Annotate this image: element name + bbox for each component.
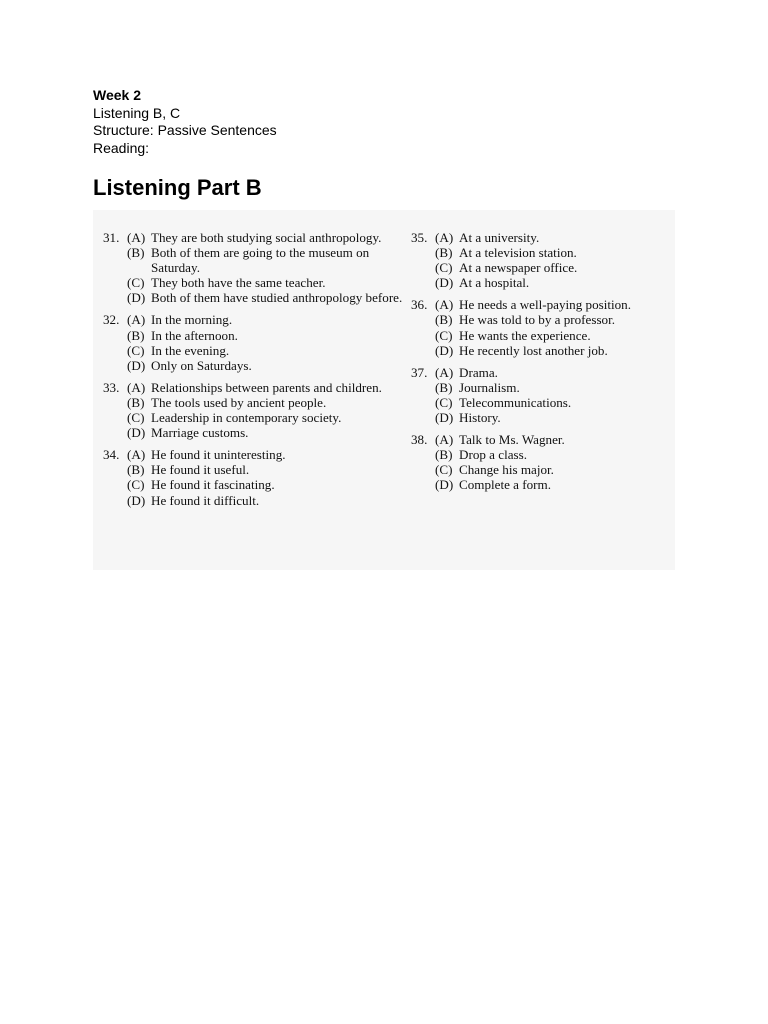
option-letter: (D)	[127, 492, 146, 508]
answer-option	[411, 447, 671, 462]
option-text: In the afternoon.	[151, 327, 238, 343]
question-31	[103, 230, 403, 305]
document-header	[93, 87, 277, 157]
question-37	[411, 365, 671, 425]
option-text: At a university.	[459, 230, 540, 245]
question-36	[411, 297, 671, 357]
question-number-spacer	[411, 395, 435, 410]
answer-option	[103, 343, 403, 358]
answer-option	[103, 328, 403, 343]
option-letter: (A)	[127, 379, 146, 395]
option-letter: (C)	[127, 410, 145, 426]
answer-option	[103, 312, 403, 327]
question-number-spacer	[411, 328, 435, 343]
option-text: He recently lost another job.	[459, 342, 608, 358]
answer-option	[411, 245, 671, 260]
option-text: Only on Saturdays.	[151, 357, 252, 373]
question-number-spacer	[103, 493, 127, 508]
option-letter: (D)	[435, 342, 454, 358]
question-38	[411, 432, 671, 492]
option-letter: (C)	[435, 327, 453, 343]
option-text: He wants the experience.	[459, 327, 591, 343]
option-text: At a television station.	[459, 245, 577, 261]
option-letter: (A)	[127, 312, 146, 328]
option-letter: (D)	[127, 290, 146, 306]
option-letter: (C)	[435, 394, 453, 410]
option-letter: (D)	[435, 477, 454, 493]
option-text: History.	[459, 410, 501, 426]
listening-line: Listening B, C	[93, 104, 181, 121]
option-letter: (B)	[127, 394, 145, 410]
option-text: In the morning.	[151, 312, 233, 328]
question-number-spacer	[103, 328, 127, 343]
question-number-spacer	[103, 343, 127, 358]
reading-line: Reading:	[93, 139, 150, 156]
answer-option	[103, 462, 403, 477]
questions-left-column	[103, 230, 403, 515]
option-text: Change his major.	[459, 462, 554, 478]
answer-option	[411, 230, 671, 245]
option-text: Journalism.	[459, 379, 520, 395]
answer-option	[103, 493, 403, 508]
option-text: Telecommunications.	[459, 394, 572, 410]
option-letter: (B)	[435, 312, 453, 328]
answer-option	[411, 275, 671, 290]
answer-option	[103, 290, 403, 305]
question-32	[103, 312, 403, 372]
option-letter: (D)	[127, 425, 146, 441]
option-text: He found it difficult.	[151, 492, 260, 508]
option-text: Both of them are going to the museum on Saturday.	[151, 245, 370, 276]
option-letter: (A)	[435, 297, 454, 313]
answer-option	[103, 425, 403, 440]
answer-option	[103, 358, 403, 373]
question-number: 38.	[411, 432, 428, 448]
question-number-spacer	[411, 312, 435, 327]
questions-right-column	[411, 230, 671, 500]
question-number-spacer	[103, 410, 127, 425]
answer-option	[411, 477, 671, 492]
answer-option	[103, 447, 403, 462]
answer-option	[411, 343, 671, 358]
question-number: 31.	[103, 230, 120, 245]
answer-option	[411, 410, 671, 425]
option-text: They are both studying social anthropology.	[151, 230, 382, 245]
answer-option	[411, 328, 671, 343]
answer-option	[103, 395, 403, 410]
question-number-spacer	[411, 275, 435, 290]
answer-option	[103, 410, 403, 425]
option-letter: (D)	[435, 410, 454, 426]
option-text: The tools used by ancient people.	[151, 394, 327, 410]
option-letter: (C)	[127, 275, 145, 291]
answer-option	[411, 380, 671, 395]
question-number: 33.	[103, 379, 120, 395]
answer-option	[103, 230, 403, 245]
question-number-spacer	[103, 462, 127, 477]
answer-option	[411, 260, 671, 275]
answer-option	[103, 477, 403, 492]
option-text: He found it useful.	[151, 462, 250, 478]
answer-option	[411, 365, 671, 380]
question-number-spacer	[411, 380, 435, 395]
option-text: In the evening.	[151, 342, 230, 358]
option-text: They both have the same teacher.	[151, 275, 326, 291]
option-letter: (A)	[127, 447, 146, 463]
option-text: Drop a class.	[459, 447, 527, 463]
answer-option	[103, 275, 403, 290]
option-text: He found it fascinating.	[151, 477, 275, 493]
question-number-spacer	[103, 425, 127, 440]
option-letter: (B)	[435, 245, 453, 261]
question-number-spacer	[103, 275, 127, 290]
option-letter: (B)	[435, 447, 453, 463]
question-number-spacer	[411, 410, 435, 425]
question-number-spacer	[411, 260, 435, 275]
option-letter: (A)	[435, 364, 454, 380]
option-letter: (B)	[435, 379, 453, 395]
week-label: Week 2	[93, 87, 141, 103]
question-34	[103, 447, 403, 507]
question-33	[103, 380, 403, 440]
option-text: He found it uninteresting.	[151, 447, 286, 463]
option-letter: (B)	[127, 327, 145, 343]
question-number-spacer	[411, 447, 435, 462]
option-letter: (A)	[127, 230, 146, 245]
option-text: Relationships between parents and children.	[151, 379, 382, 395]
option-letter: (B)	[127, 462, 145, 478]
question-number: 32.	[103, 312, 120, 328]
question-35	[411, 230, 671, 290]
question-number-spacer	[411, 462, 435, 477]
option-letter: (C)	[127, 342, 145, 358]
option-letter: (D)	[435, 275, 454, 291]
option-letter: (C)	[435, 260, 453, 276]
section-title: Listening Part B	[93, 175, 262, 200]
answer-option	[411, 312, 671, 327]
option-letter: (C)	[127, 477, 145, 493]
answer-option	[411, 432, 671, 447]
option-text: Complete a form.	[459, 477, 551, 493]
option-letter: (B)	[127, 245, 145, 261]
question-number: 34.	[103, 447, 120, 463]
option-text: Marriage customs.	[151, 425, 249, 441]
answer-option	[103, 245, 403, 275]
scanned-questions	[93, 210, 675, 570]
option-text: He needs a well-paying position.	[459, 297, 631, 313]
option-text: Both of them have studied anthropology before.	[151, 290, 403, 306]
question-number-spacer	[103, 358, 127, 373]
option-text: At a hospital.	[459, 275, 530, 291]
structure-line: Structure: Passive Sentences	[93, 122, 277, 138]
option-text: Drama.	[459, 364, 498, 380]
question-number-spacer	[411, 245, 435, 260]
option-text: He was told to by a professor.	[459, 312, 616, 328]
question-number: 36.	[411, 297, 428, 313]
answer-option	[103, 380, 403, 395]
question-number-spacer	[411, 477, 435, 492]
question-number: 37.	[411, 364, 428, 380]
question-number-spacer	[103, 245, 127, 275]
question-number-spacer	[411, 343, 435, 358]
option-letter: (A)	[435, 432, 454, 448]
answer-option	[411, 395, 671, 410]
option-letter: (A)	[435, 230, 454, 245]
option-letter: (C)	[435, 462, 453, 478]
option-text: Leadership in contemporary society.	[151, 410, 342, 426]
question-number-spacer	[103, 395, 127, 410]
answer-option	[411, 297, 671, 312]
question-number: 35.	[411, 230, 428, 245]
option-text: Talk to Ms. Wagner.	[459, 432, 565, 448]
option-text: At a newspaper office.	[459, 260, 578, 276]
question-number-spacer	[103, 477, 127, 492]
option-letter: (D)	[127, 357, 146, 373]
answer-option	[411, 462, 671, 477]
question-number-spacer	[103, 290, 127, 305]
